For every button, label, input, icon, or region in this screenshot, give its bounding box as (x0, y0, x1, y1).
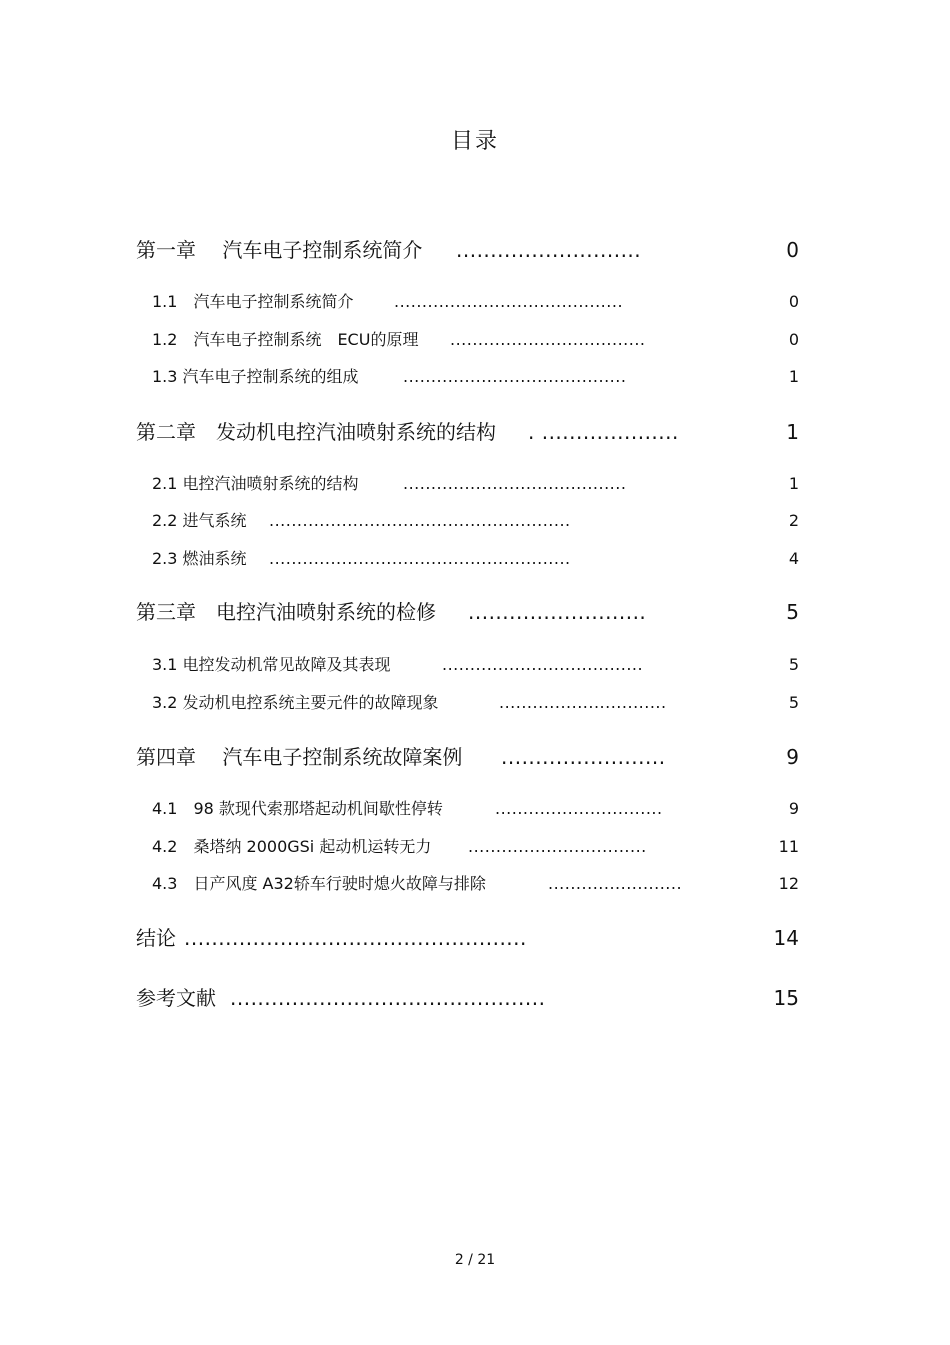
toc-entry-label: 2.1 电控汽油喷射系统的结构 (152, 474, 359, 493)
toc-page-number: 11 (778, 837, 799, 856)
toc-page-number: 5 (786, 600, 799, 624)
toc-leader-dots: ................................ (468, 837, 647, 856)
toc-entry[interactable] (136, 924, 799, 952)
toc-leader-dots: .............................. (495, 799, 663, 818)
toc-entry-label: 第四章 汽车电子控制系统故障案例 (136, 745, 463, 769)
toc-entry-label: 1.2 汽车电子控制系统 ECU的原理 (152, 330, 419, 349)
toc-entry-label: 2.2 进气系统 (152, 511, 247, 530)
toc-entry[interactable] (136, 743, 799, 771)
toc-entry[interactable] (136, 365, 799, 389)
toc-leader-dots: . .................... (528, 420, 679, 444)
toc-page-number: 12 (778, 874, 799, 893)
page-indicator: 2 / 21 (454, 1252, 496, 1268)
toc-entry-label: 第三章 电控汽油喷射系统的检修 (136, 600, 436, 624)
toc-leader-dots: ...................................................... (269, 511, 571, 530)
toc-entry[interactable] (136, 872, 799, 896)
toc-page-number: 9 (786, 745, 799, 769)
toc-page-number: 4 (788, 549, 799, 568)
toc-leader-dots: ................................... (450, 330, 646, 349)
toc-entry-label: 3.1 电控发动机常见故障及其表现 (152, 655, 391, 674)
toc-leader-dots: ........................................ (403, 367, 627, 386)
toc-entry[interactable] (136, 472, 799, 496)
toc-entry-label: 1.3 汽车电子控制系统的组成 (152, 367, 359, 386)
toc-page-number: 0 (786, 238, 799, 262)
toc-page-number: 5 (788, 655, 799, 674)
toc-entry[interactable] (136, 418, 799, 446)
toc-entry-label: 第一章 汽车电子控制系统简介 (136, 238, 423, 262)
toc-entry-label: 结论 (136, 926, 176, 950)
toc-entry[interactable] (136, 290, 799, 314)
toc-entry-label: 1.1 汽车电子控制系统简介 (152, 292, 354, 311)
toc-entry[interactable] (136, 509, 799, 533)
toc-entry-label: 第二章 发动机电控汽油喷射系统的结构 (136, 420, 496, 444)
toc-entry[interactable] (136, 653, 799, 677)
toc-leader-dots: ........................ (501, 745, 666, 769)
toc-entry-label: 4.3 日产风度 A32轿车行驶时熄火故障与排除 (152, 874, 486, 893)
toc-leader-dots: .............................. (499, 693, 667, 712)
toc-leader-dots: ......................................... (394, 292, 624, 311)
toc-page-number: 1 (788, 474, 799, 493)
toc-page-number: 9 (788, 799, 799, 818)
toc-page-number: 0 (788, 292, 799, 311)
toc-entry-label: 参考文献 (136, 986, 216, 1010)
toc-entry[interactable] (136, 691, 799, 715)
toc-leader-dots: ...................................................... (269, 549, 571, 568)
toc-leader-dots: ........................... (456, 238, 642, 262)
toc-leader-dots: .................................... (442, 655, 644, 674)
toc-leader-dots: ........................................ (403, 474, 627, 493)
toc-entry-label: 4.1 98 款现代索那塔起动机间歇性停转 (152, 799, 443, 818)
toc-entry[interactable] (136, 236, 799, 264)
toc-page-number: 1 (786, 420, 799, 444)
toc-page-number: 15 (773, 986, 799, 1010)
page-title: 目录 (450, 129, 499, 154)
toc-entry-label: 3.2 发动机电控系统主要元件的故障现象 (152, 693, 439, 712)
toc-page-number: 2 (788, 511, 799, 530)
toc-page-number: 1 (788, 367, 799, 386)
toc-entry[interactable] (136, 984, 799, 1012)
toc-entry[interactable] (136, 547, 799, 571)
toc-page-number: 5 (788, 693, 799, 712)
toc-page-number: 0 (788, 330, 799, 349)
toc-entry-label: 2.3 燃油系统 (152, 549, 247, 568)
toc-entry[interactable] (136, 835, 799, 859)
toc-entry[interactable] (136, 598, 799, 626)
toc-leader-dots: .................................................. (184, 926, 527, 950)
toc-leader-dots: .......................... (468, 600, 647, 624)
toc-leader-dots: .............................................. (230, 986, 546, 1010)
toc-entry[interactable] (136, 328, 799, 352)
toc-entry-label: 4.2 桑塔纳 2000GSi 起动机运转无力 (152, 837, 432, 856)
toc-entry[interactable] (136, 797, 799, 821)
toc-page-number: 14 (773, 926, 799, 950)
toc-leader-dots: ........................ (548, 874, 683, 893)
